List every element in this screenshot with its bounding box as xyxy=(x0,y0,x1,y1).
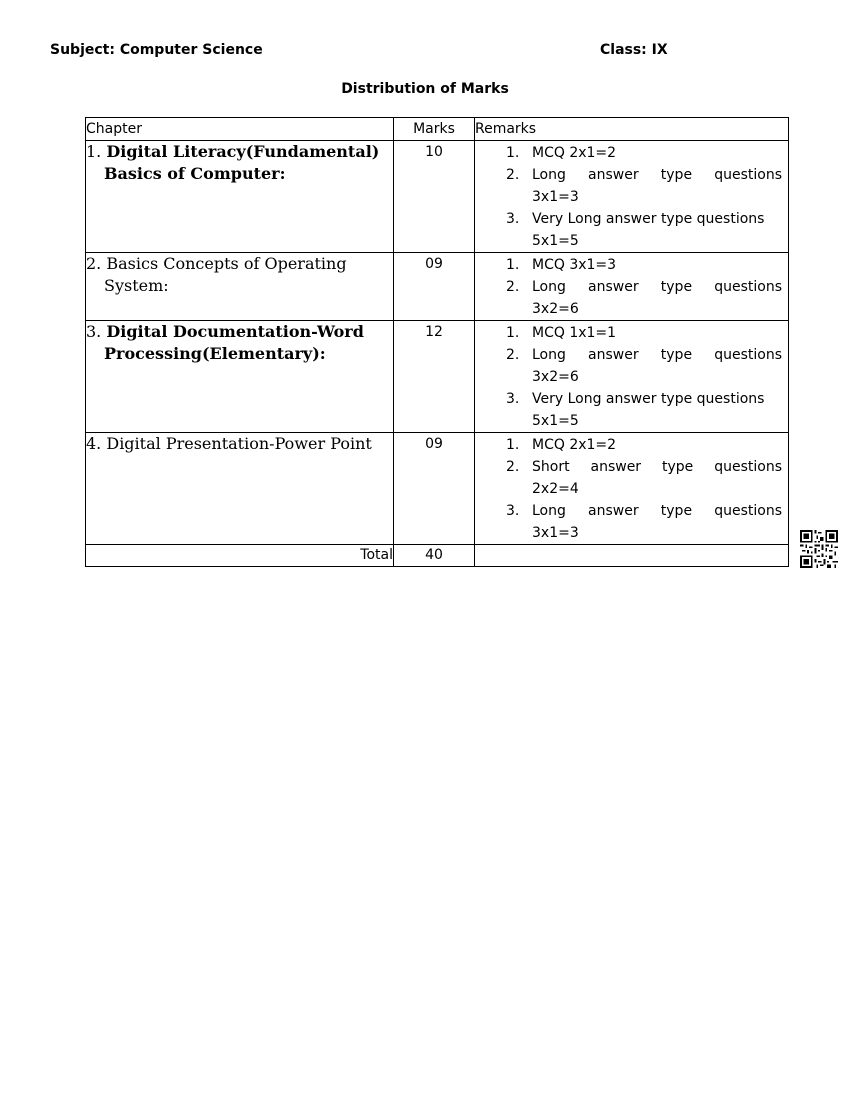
remarks-cell xyxy=(475,321,789,433)
remarks-cell xyxy=(475,433,789,545)
remark-score: 3x1=3 xyxy=(532,189,579,205)
remark-score: 3x1=3 xyxy=(532,525,579,541)
remark-number: 1. xyxy=(506,145,520,161)
class-label: Class: IX xyxy=(600,42,668,58)
total-label: Total xyxy=(86,545,394,567)
remark-text: Long xyxy=(532,503,566,519)
remark-text: questions xyxy=(714,503,782,519)
remark-text: MCQ 3x1=3 xyxy=(532,257,617,273)
remark-text: Very Long answer type questions xyxy=(532,211,765,227)
remark-score: 3x2=6 xyxy=(532,301,579,317)
chapter-title-line2: Basics of Computer: xyxy=(104,164,286,183)
remark-text: questions xyxy=(714,347,782,363)
remark-number: 3. xyxy=(506,503,520,519)
chapter-title-line1: Digital Documentation-Word xyxy=(106,322,364,341)
remark-number: 1. xyxy=(506,325,520,341)
remark-number: 2. xyxy=(506,347,520,363)
remark-item xyxy=(475,434,782,456)
total-value: 40 xyxy=(394,545,475,567)
chapter-cell xyxy=(86,141,394,253)
remark-text: type xyxy=(662,459,694,475)
remark-item xyxy=(475,208,782,252)
chapter-title-line1: Digital Presentation-Power Point xyxy=(106,434,372,453)
column-header-remarks: Remarks xyxy=(475,118,789,141)
remark-text: Long xyxy=(532,279,566,295)
chapter-number: 1. xyxy=(86,142,102,161)
chapter-title-line1: Basics Concepts of Operating xyxy=(106,254,347,273)
remark-item xyxy=(475,456,782,500)
remark-item xyxy=(475,322,782,344)
remark-text: MCQ 2x1=2 xyxy=(532,145,617,161)
remark-item xyxy=(475,142,782,164)
column-header-marks: Marks xyxy=(394,118,475,141)
remark-item xyxy=(475,276,782,320)
chapter-title-line1: Digital Literacy(Fundamental) xyxy=(106,142,380,161)
remark-score: 3x2=6 xyxy=(532,369,579,385)
remark-number: 2. xyxy=(506,459,520,475)
marks-cell: 10 xyxy=(394,141,475,253)
remark-score: 2x2=4 xyxy=(532,481,579,497)
table-row xyxy=(86,321,789,433)
remark-item xyxy=(475,254,782,276)
remark-text: answer xyxy=(590,459,642,475)
remark-item xyxy=(475,388,782,432)
remark-text: answer xyxy=(588,503,639,519)
marks-cell: 12 xyxy=(394,321,475,433)
remark-number: 2. xyxy=(506,279,520,295)
chapter-cell xyxy=(86,321,394,433)
remark-text: Long xyxy=(532,347,566,363)
total-remarks-cell xyxy=(475,545,789,567)
total-row xyxy=(86,545,789,567)
table-row xyxy=(86,433,789,545)
qr-code-icon xyxy=(800,530,838,568)
remark-item xyxy=(475,164,782,208)
remark-text: answer xyxy=(588,167,639,183)
chapter-number: 3. xyxy=(86,322,102,341)
remark-text: answer xyxy=(588,347,639,363)
remark-text: MCQ 1x1=1 xyxy=(532,325,617,341)
remark-text: Very Long answer type questions xyxy=(532,391,765,407)
table-header-row xyxy=(86,118,789,141)
remark-number: 3. xyxy=(506,211,520,227)
remark-text: questions xyxy=(714,279,782,295)
remarks-cell xyxy=(475,141,789,253)
remark-text: answer xyxy=(588,279,639,295)
remark-text: type xyxy=(660,279,693,295)
chapter-number: 4. xyxy=(86,434,102,453)
chapter-title-line2: Processing(Elementary): xyxy=(104,344,326,363)
marks-table xyxy=(85,117,789,567)
remarks-cell xyxy=(475,253,789,321)
remark-text: Short xyxy=(532,459,570,475)
chapter-number: 2. xyxy=(86,254,102,273)
chapter-cell xyxy=(86,433,394,545)
subject-label: Subject: Computer Science xyxy=(50,42,263,58)
remark-text: Long xyxy=(532,167,566,183)
chapter-title-line2: System: xyxy=(104,276,169,295)
remark-text: type xyxy=(660,347,693,363)
remark-item xyxy=(475,500,782,544)
remark-text: type xyxy=(660,503,693,519)
remark-number: 3. xyxy=(506,391,520,407)
remark-number: 1. xyxy=(506,257,520,273)
remark-text: MCQ 2x1=2 xyxy=(532,437,617,453)
table-row xyxy=(86,253,789,321)
remark-text: type xyxy=(660,167,693,183)
remark-score: 5x1=5 xyxy=(532,413,579,429)
remark-score: 5x1=5 xyxy=(532,233,579,249)
table-row xyxy=(86,141,789,253)
marks-cell: 09 xyxy=(394,253,475,321)
remark-text: questions xyxy=(714,167,782,183)
chapter-cell xyxy=(86,253,394,321)
remark-number: 2. xyxy=(506,167,520,183)
remark-text: questions xyxy=(714,459,782,475)
marks-cell: 09 xyxy=(394,433,475,545)
column-header-chapter: Chapter xyxy=(86,118,394,141)
remark-number: 1. xyxy=(506,437,520,453)
page-title: Distribution of Marks xyxy=(341,81,509,97)
remark-item xyxy=(475,344,782,388)
